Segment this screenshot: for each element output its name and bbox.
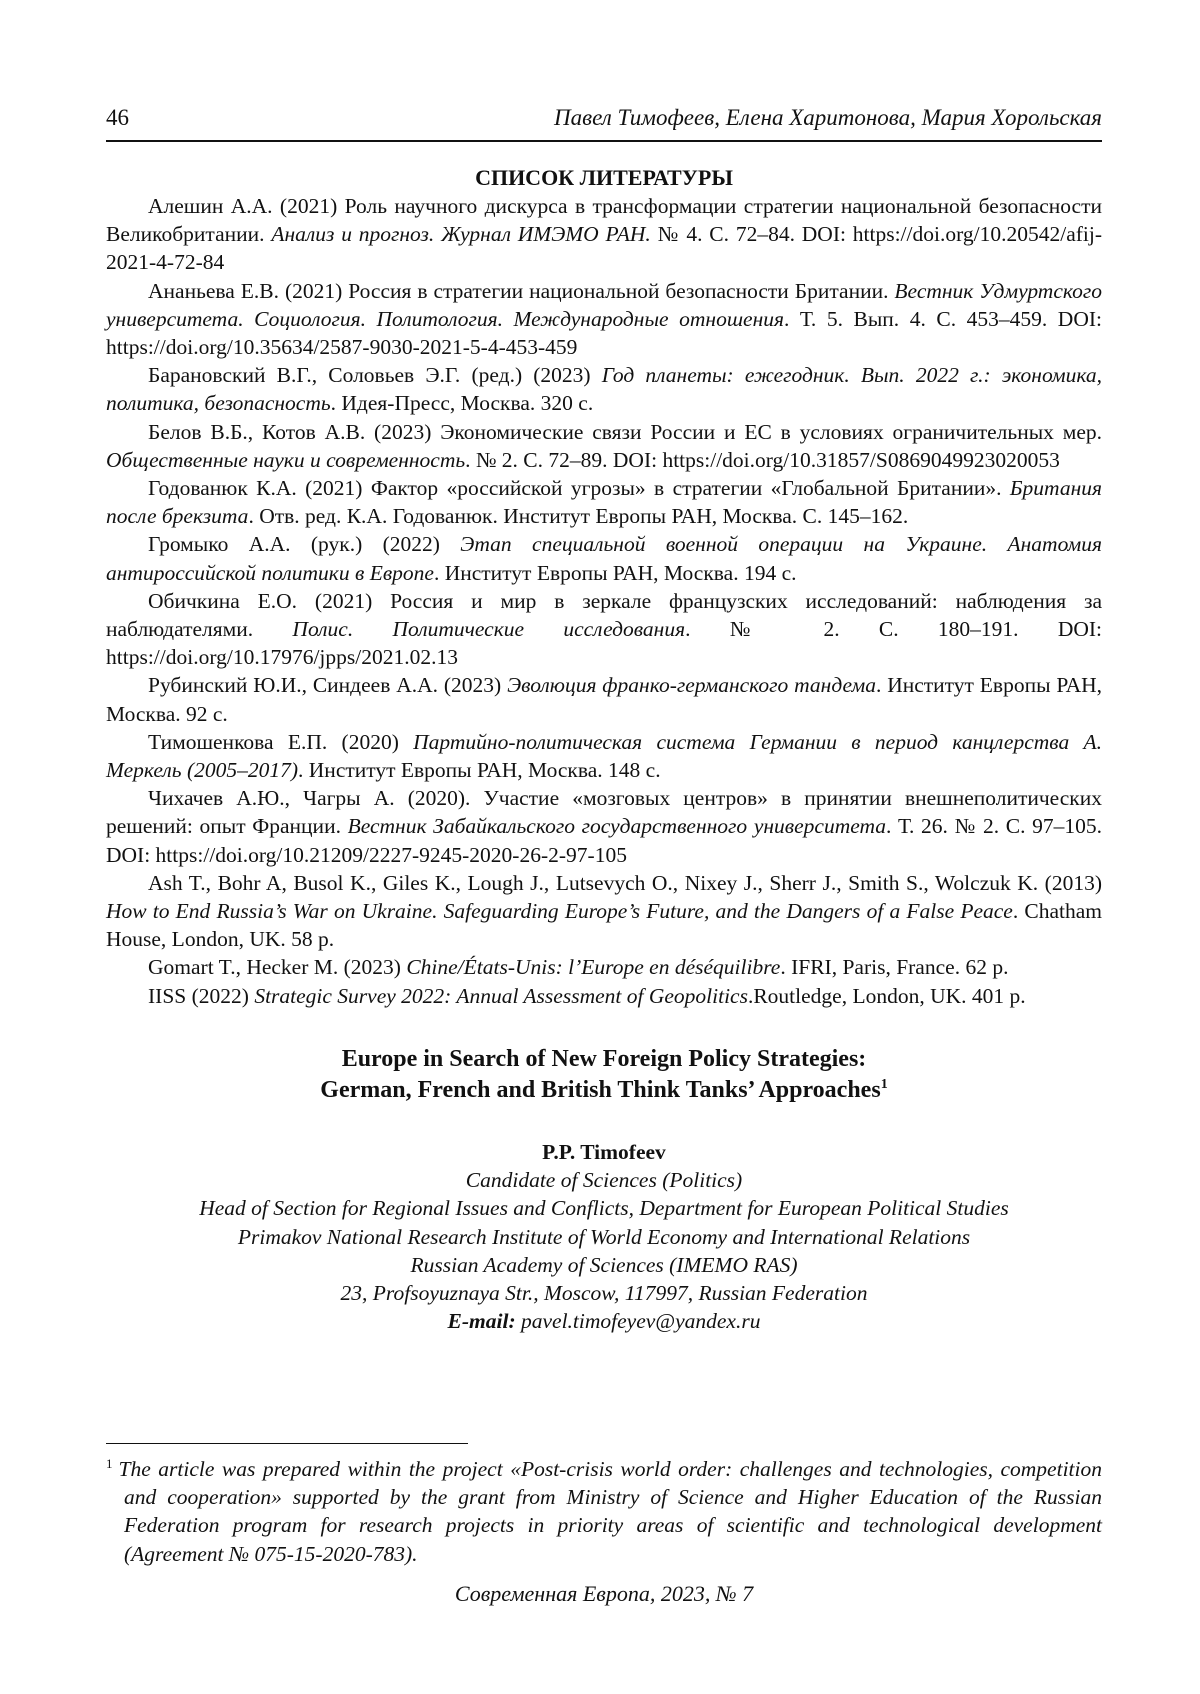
author-address: 23, Profsoyuznaya Str., Moscow, 117997, Russian Federation bbox=[340, 1280, 868, 1305]
author-block bbox=[106, 1138, 1102, 1335]
email-label: E-mail: bbox=[447, 1309, 516, 1334]
footnote-mark: 1 bbox=[106, 1455, 113, 1471]
author-academy: Russian Academy of Sciences (IMEMO RAS) bbox=[410, 1252, 798, 1277]
reference-item: Годованюк К.А. (2021) Фактор «российской угрозы» в стратегии «Глобальной Британии». Британия после брекзита. Отв. ред. К.А. Годованюк. Институт Европы РАН, Москва. С. 145–162. bbox=[106, 476, 1102, 529]
reference-item: Рубинский Ю.И., Синдеев А.А. (2023) Эволюция франко-германского тандема. Институт Европы РАН, Москва. 92 с. bbox=[106, 673, 1103, 726]
author-degree: Candidate of Sciences (Politics) bbox=[465, 1168, 743, 1193]
footnote bbox=[106, 1455, 1102, 1568]
author-email[interactable]: pavel.timofeyev@yandex.ru bbox=[521, 1309, 761, 1334]
header-rule bbox=[106, 140, 1102, 142]
reference-item: Ананьева Е.В. (2021) Россия в стратегии национальной безопасности Британии. Вестник Удмуртского университета. Социология. Политология. Международные отношения. Т. 5. Вып. 4. С. 453–459. DOI: https://doi.org/10.35634/2587-9030-2021-5-4-453-459 bbox=[106, 278, 1103, 360]
footnote-rule bbox=[106, 1443, 468, 1444]
article-title-line-2: German, French and British Think Tanks’ Approaches$^1$ bbox=[320, 1076, 888, 1103]
author-email-line bbox=[106, 1307, 1102, 1335]
reference-item: Ash T., Bohr A, Busol K., Giles K., Lough J., Lutsevych O., Nixey J., Sherr J., Smith S., Wolczuk K. (2013) How to End Russia’s War on Ukraine. Safeguarding Europe’s Future, and the Dangers of a False Peace. Chatham House, London, UK. 58 p. bbox=[106, 870, 1103, 952]
article-title-line-1: Europe in Search of New Foreign Policy Strategies: bbox=[341, 1045, 867, 1072]
author-institute: Primakov National Research Institute of World Economy and International Relations bbox=[237, 1224, 971, 1249]
reference-item: Барановский В.Г., Соловьев Э.Г. (ред.) (2023) Год планеты: ежегодник. Вып. 2022 г.: экономика, политика, безопасность. Идея-Пресс, Москва. 320 с. bbox=[106, 363, 1102, 416]
main-content bbox=[106, 164, 1102, 1335]
reference-item: IISS (2022) Strategic Survey 2022: Annual Assessment of Geopolitics.Routledge, London, UK. 401 p. bbox=[148, 983, 1026, 1008]
page-number: 46 bbox=[106, 105, 129, 130]
article-title bbox=[106, 1044, 1102, 1106]
reference-item: Обичкина Е.О. (2021) Россия и мир в зеркале французских исследований: наблюдения за наблюдателями. Полис. Политические исследования. № 2. С. 180–191. DOI: https://doi.org/10.17976/jpps/2021.02.13 bbox=[106, 588, 1103, 670]
author-name: P.P. Timofeev bbox=[542, 1139, 666, 1164]
running-head-authors: Павел Тимофеев, Елена Харитонова, Мария Хорольская bbox=[554, 105, 1102, 130]
running-head bbox=[106, 103, 1102, 133]
title-footnote-mark: 1 bbox=[880, 1076, 888, 1092]
references-list bbox=[106, 192, 1102, 1010]
reference-item: Громыко А.А. (рук.) (2022) Этап специальной военной операции на Украине. Анатомия антироссийской политики в Европе. Институт Европы РАН, Москва. 194 с. bbox=[106, 532, 1102, 585]
author-position: Head of Section for Regional Issues and Conflicts, Department for European Political Studies bbox=[199, 1196, 1009, 1221]
journal-footer: Современная Европа, 2023, № 7 bbox=[454, 1581, 754, 1606]
reference-item: Gomart T., Hecker M. (2023) Chine/États-Unis: l’Europe en déséquilibre. IFRI, Paris, France. 62 p. bbox=[148, 955, 1009, 980]
reference-item: Белов В.Б., Котов А.В. (2023) Экономические связи России и ЕС в условиях ограничительных мер. Общественные науки и современность. № 2. С. 72–89. DOI: https://doi.org/10.31857/S0869049923020053 bbox=[106, 419, 1102, 472]
reference-item: Чихачев А.Ю., Чагры А. (2020). Участие «мозговых центров» в принятии внешнеполитических решений: опыт Франции. Вестник Забайкальского государственного университета. Т. 26. № 2. С. 97–105. DOI: https://doi.org/10.21209/2227-9245-2020-26-2-97-105 bbox=[106, 786, 1103, 867]
footnote-text: The article was prepared within the project «Post-crisis world order: challenges and technologies, competition and cooperation» supported by the grant from Ministry of Science and Higher Education of the Russian Federation program for research projects in priority areas of scientific and technological development (Agreement № 075-15-2020-783). bbox=[118, 1457, 1102, 1566]
reference-item: Тимошенкова Е.П. (2020) Партийно-политическая система Германии в период канцлерства А. Меркель (2005–2017). Институт Европы РАН, Москва. 148 с. bbox=[106, 729, 1102, 783]
references-title: СПИСОК ЛИТЕРАТУРЫ bbox=[475, 165, 733, 190]
reference-item: Алешин А.А. (2021) Роль научного дискурса в трансформации стратегии национальной безопасности Великобритании. Анализ и прогноз. Журнал ИМЭМО РАН. № 4. С. 72–84. DOI: https://doi.org/10.20542/afij-2021-4-72-84 bbox=[106, 194, 1102, 275]
